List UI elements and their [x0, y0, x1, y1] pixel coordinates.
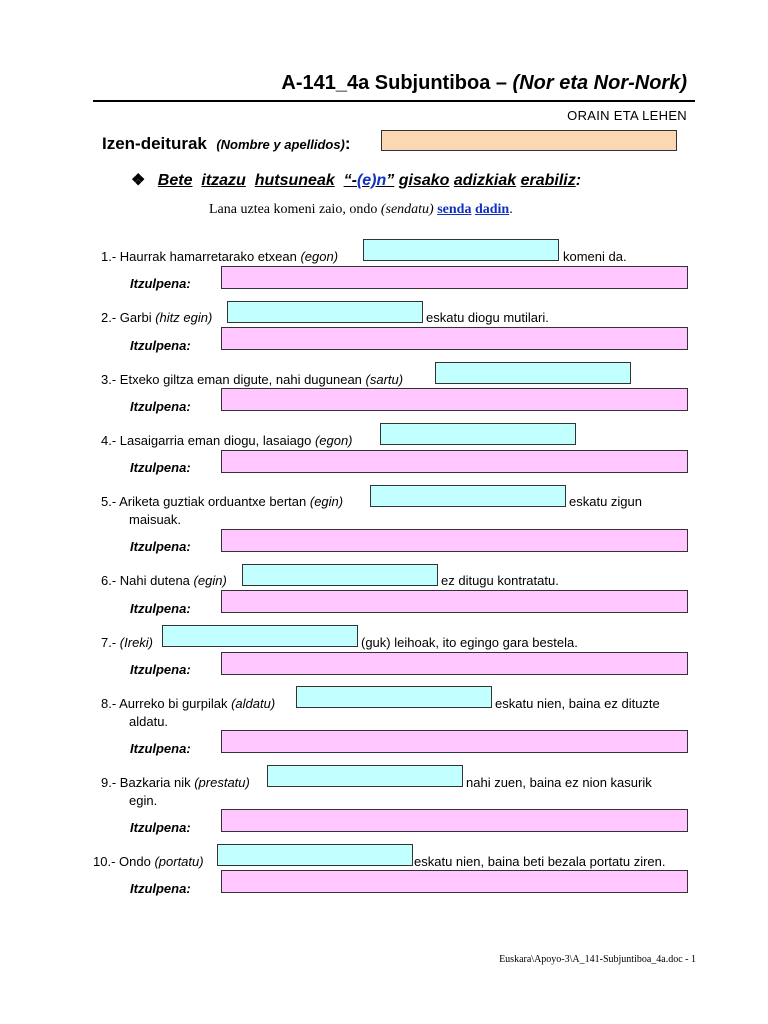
question-number: 4.- [101, 433, 117, 448]
example-answer: dadin [474, 202, 510, 217]
page-title [94, 72, 687, 95]
question-1-tail: komeni da. [563, 249, 627, 264]
example-answer: senda [437, 202, 472, 217]
translation-input-7[interactable] [221, 652, 688, 675]
instr-suffix: (e)n [356, 172, 387, 189]
question-text: Ondo [119, 854, 155, 869]
title-main: A-141_4a Subjuntiboa – [281, 72, 513, 94]
question-hint: (prestatu) [194, 775, 250, 790]
question-text: Lasaigarria eman diogu, lasaiago [119, 433, 315, 448]
question-text: Bazkaria nik [119, 775, 195, 790]
question-number: 2.- [101, 310, 117, 325]
question-8-tail: eskatu nien, baina ez dituzte [495, 696, 660, 711]
translation-label: Itzulpena: [130, 460, 191, 475]
question-hint: (egin) [193, 573, 227, 588]
translation-label: Itzulpena: [130, 820, 191, 835]
translation-input-5[interactable] [221, 529, 688, 552]
translation-input-9[interactable] [221, 809, 688, 832]
question-8-continuation: aldatu. [129, 714, 169, 729]
question-1 [101, 249, 338, 264]
instruction [131, 170, 581, 190]
question-number: 3.- [101, 372, 117, 387]
instr-word: adizkiak [453, 172, 517, 189]
translation-input-3[interactable] [221, 388, 688, 411]
question-text: Aurreko bi gurpilak [119, 696, 232, 711]
question-2-tail: eskatu diogu mutilari. [426, 310, 549, 325]
translation-label: Itzulpena: [130, 338, 191, 353]
question-text: Nahi dutena [119, 573, 194, 588]
question-5-continuation: maisuak. [129, 512, 182, 527]
answer-input-8[interactable] [296, 686, 492, 708]
translation-input-6[interactable] [221, 590, 688, 613]
translation-label: Itzulpena: [130, 662, 191, 677]
question-text: Haurrak hamarretarako etxean [119, 249, 301, 264]
question-5-tail: eskatu zigun [569, 494, 642, 509]
answer-input-1[interactable] [363, 239, 559, 261]
page-footer: Euskara\Apoyo-3\A_141-Subjuntiboa_4a.doc - 1 [499, 954, 696, 965]
name-label [102, 134, 351, 154]
question-7-tail: (guk) leihoak, ito egingo gara bestela. [361, 635, 578, 650]
question-7 [101, 635, 153, 650]
instr-word: hutsuneak [254, 172, 335, 189]
translation-input-10[interactable] [221, 870, 688, 893]
question-number: 5.- [101, 494, 117, 509]
instr-word: erabiliz [520, 172, 576, 189]
name-label-colon: : [344, 134, 351, 153]
question-hint: (Ireki) [119, 635, 154, 650]
translation-label: Itzulpena: [130, 741, 191, 756]
translation-input-2[interactable] [221, 327, 688, 350]
answer-input-7[interactable] [162, 625, 358, 647]
question-number: 7.- [101, 635, 117, 650]
question-number: 6.- [101, 573, 117, 588]
translation-label: Itzulpena: [130, 601, 191, 616]
question-6-tail: ez ditugu kontratatu. [441, 573, 559, 588]
question-hint: (egon) [300, 249, 339, 264]
page-subtitle: ORAIN ETA LEHEN [567, 108, 687, 123]
question-3 [101, 372, 403, 387]
answer-input-6[interactable] [242, 564, 438, 586]
question-2 [101, 310, 212, 325]
question-text: Ariketa guztiak orduantxe bertan [119, 494, 310, 509]
question-number: 9.- [101, 775, 117, 790]
diamond-bullet-icon: ❖ [131, 172, 146, 189]
answer-input-9[interactable] [267, 765, 463, 787]
answer-input-5[interactable] [370, 485, 566, 507]
translation-label: Itzulpena: [130, 881, 191, 896]
translation-input-1[interactable] [221, 266, 688, 289]
question-4 [101, 433, 353, 448]
translation-label: Itzulpena: [130, 399, 191, 414]
translation-label: Itzulpena: [130, 276, 191, 291]
quote-close: ” [386, 172, 395, 189]
instr-colon: : [575, 172, 582, 189]
name-label-es: (Nombre y apellidos) [216, 137, 345, 152]
translation-label: Itzulpena: [130, 539, 191, 554]
question-text: Garbi [119, 310, 156, 325]
question-number: 8.- [101, 696, 117, 711]
question-9-tail: nahi zuen, baina ez nion kasurik [466, 775, 652, 790]
instr-word: itzazu [201, 172, 246, 189]
name-input[interactable] [381, 130, 677, 151]
instr-word: gisako [398, 172, 450, 189]
question-text: Etxeko giltza eman digute, nahi dugunean [119, 372, 366, 387]
example-hint: (sendatu) [380, 202, 434, 217]
title-rule [93, 100, 695, 102]
example-end: . [509, 202, 513, 217]
title-italic: (Nor eta Nor-Nork) [512, 72, 687, 94]
question-hint: (sartu) [365, 372, 404, 387]
example-text: Lana uztea komeni zaio, ondo [209, 202, 381, 217]
answer-input-10[interactable] [217, 844, 413, 866]
quote-open: “- [343, 172, 357, 189]
question-9-continuation: egin. [129, 793, 158, 808]
question-5 [101, 494, 343, 509]
question-hint: (portatu) [154, 854, 204, 869]
example-line [202, 202, 513, 218]
translation-input-8[interactable] [221, 730, 688, 753]
question-10-tail: eskatu nien, baina beti bezala portatu ziren. [414, 854, 666, 869]
question-10 [93, 854, 204, 869]
answer-input-4[interactable] [380, 423, 576, 445]
question-hint: (aldatu) [231, 696, 276, 711]
instr-word: Bete [157, 172, 193, 189]
question-number: 10.- [93, 854, 116, 869]
question-hint: (egin) [309, 494, 344, 509]
answer-input-2[interactable] [227, 301, 423, 323]
instr-suffix-group [344, 172, 395, 189]
name-label-eu: Izen-deiturak [102, 134, 207, 153]
translation-input-4[interactable] [221, 450, 688, 473]
answer-input-3[interactable] [435, 362, 631, 384]
question-hint: (egon) [314, 433, 353, 448]
question-hint: (hitz egin) [155, 310, 213, 325]
question-6 [101, 573, 227, 588]
question-number: 1.- [101, 249, 117, 264]
question-8 [101, 696, 275, 711]
question-9 [101, 775, 250, 790]
